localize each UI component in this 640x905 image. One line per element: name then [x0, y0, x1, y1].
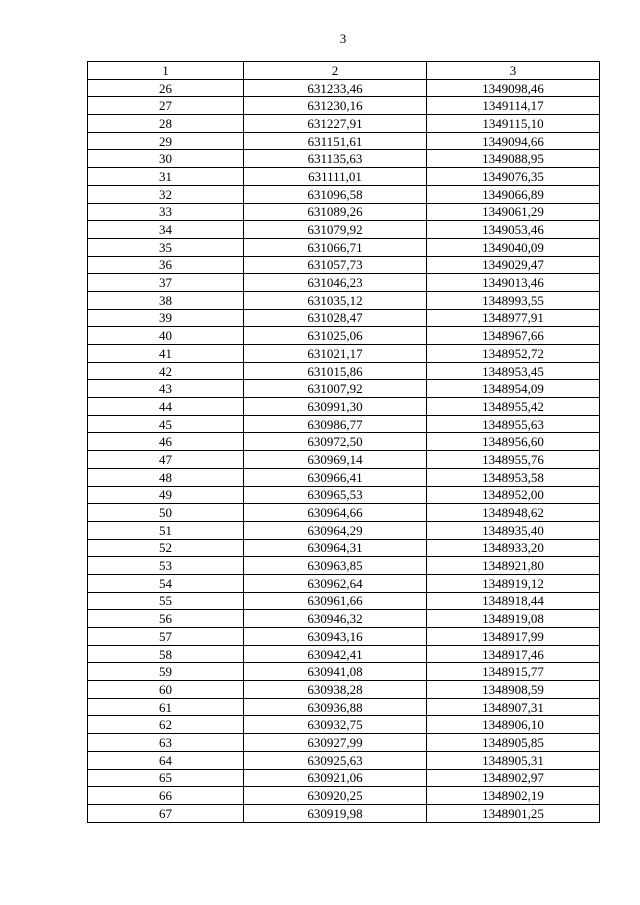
point-number-cell: 26 — [88, 79, 244, 97]
point-number-cell: 50 — [88, 504, 244, 522]
point-number-cell: 66 — [88, 787, 244, 805]
table-row — [88, 362, 600, 380]
table-row — [88, 645, 600, 663]
x-coordinate-cell: 630941,08 — [244, 663, 427, 681]
x-coordinate-cell: 630986,77 — [244, 415, 427, 433]
x-coordinate-cell: 631230,16 — [244, 97, 427, 115]
point-number-cell: 43 — [88, 380, 244, 398]
x-coordinate-cell: 631007,92 — [244, 380, 427, 398]
x-coordinate-cell: 631021,17 — [244, 345, 427, 363]
point-number-cell: 44 — [88, 398, 244, 416]
point-number-cell: 54 — [88, 574, 244, 592]
y-coordinate-cell: 1349098,46 — [427, 79, 600, 97]
table-row — [88, 150, 600, 168]
table-row — [88, 256, 600, 274]
table-row — [88, 345, 600, 363]
point-number-cell: 46 — [88, 433, 244, 451]
table-header-row — [88, 62, 600, 80]
x-coordinate-cell: 630972,50 — [244, 433, 427, 451]
x-coordinate-cell: 630991,30 — [244, 398, 427, 416]
x-coordinate-cell: 631089,26 — [244, 203, 427, 221]
y-coordinate-cell: 1349061,29 — [427, 203, 600, 221]
y-coordinate-cell: 1349115,10 — [427, 115, 600, 133]
y-coordinate-cell: 1348902,97 — [427, 769, 600, 787]
x-coordinate-cell: 631035,12 — [244, 291, 427, 309]
point-number-cell: 34 — [88, 221, 244, 239]
page-number: 3 — [339, 31, 347, 46]
y-coordinate-cell: 1348901,25 — [427, 804, 600, 822]
x-coordinate-cell: 630965,53 — [244, 486, 427, 504]
x-coordinate-cell: 630963,85 — [244, 557, 427, 575]
point-number-cell: 36 — [88, 256, 244, 274]
table-row — [88, 804, 600, 822]
column-header: 2 — [244, 62, 427, 80]
table-row — [88, 539, 600, 557]
point-number-cell: 45 — [88, 415, 244, 433]
y-coordinate-cell: 1349013,46 — [427, 274, 600, 292]
point-number-cell: 65 — [88, 769, 244, 787]
x-coordinate-cell: 631111,01 — [244, 168, 427, 186]
y-coordinate-cell: 1348908,59 — [427, 681, 600, 699]
x-coordinate-cell: 630964,29 — [244, 521, 427, 539]
table-row — [88, 238, 600, 256]
x-coordinate-cell: 630927,99 — [244, 734, 427, 752]
point-number-cell: 55 — [88, 592, 244, 610]
x-coordinate-cell: 631015,86 — [244, 362, 427, 380]
y-coordinate-cell: 1349088,95 — [427, 150, 600, 168]
y-coordinate-cell: 1348977,91 — [427, 309, 600, 327]
table-row — [88, 716, 600, 734]
y-coordinate-cell: 1348954,09 — [427, 380, 600, 398]
y-coordinate-cell: 1348955,42 — [427, 398, 600, 416]
table-row — [88, 681, 600, 699]
y-coordinate-cell: 1349029,47 — [427, 256, 600, 274]
y-coordinate-cell: 1348917,46 — [427, 645, 600, 663]
x-coordinate-cell: 630932,75 — [244, 716, 427, 734]
table-row — [88, 787, 600, 805]
point-number-cell: 37 — [88, 274, 244, 292]
x-coordinate-cell: 631135,63 — [244, 150, 427, 168]
table-row — [88, 574, 600, 592]
x-coordinate-cell: 630962,64 — [244, 574, 427, 592]
point-number-cell: 52 — [88, 539, 244, 557]
point-number-cell: 53 — [88, 557, 244, 575]
y-coordinate-cell: 1348952,72 — [427, 345, 600, 363]
table-row — [88, 663, 600, 681]
table-row — [88, 734, 600, 752]
table-row — [88, 132, 600, 150]
table-row — [88, 398, 600, 416]
y-coordinate-cell: 1348948,62 — [427, 504, 600, 522]
y-coordinate-cell: 1348967,66 — [427, 327, 600, 345]
x-coordinate-cell: 630921,06 — [244, 769, 427, 787]
x-coordinate-cell: 631233,46 — [244, 79, 427, 97]
y-coordinate-cell: 1348993,55 — [427, 291, 600, 309]
table-row — [88, 557, 600, 575]
table-row — [88, 309, 600, 327]
x-coordinate-cell: 631079,92 — [244, 221, 427, 239]
y-coordinate-cell: 1349040,09 — [427, 238, 600, 256]
y-coordinate-cell: 1349076,35 — [427, 168, 600, 186]
table-row — [88, 451, 600, 469]
y-coordinate-cell: 1348953,45 — [427, 362, 600, 380]
x-coordinate-cell: 631066,71 — [244, 238, 427, 256]
y-coordinate-cell: 1348919,08 — [427, 610, 600, 628]
x-coordinate-cell: 630966,41 — [244, 468, 427, 486]
x-coordinate-cell: 631227,91 — [244, 115, 427, 133]
table-row — [88, 769, 600, 787]
x-coordinate-cell: 630969,14 — [244, 451, 427, 469]
table-row — [88, 521, 600, 539]
y-coordinate-cell: 1348905,85 — [427, 734, 600, 752]
x-coordinate-cell: 630920,25 — [244, 787, 427, 805]
y-coordinate-cell: 1348933,20 — [427, 539, 600, 557]
table-row — [88, 185, 600, 203]
point-number-cell: 41 — [88, 345, 244, 363]
table-row — [88, 380, 600, 398]
y-coordinate-cell: 1348917,99 — [427, 628, 600, 646]
y-coordinate-cell: 1349066,89 — [427, 185, 600, 203]
point-number-cell: 47 — [88, 451, 244, 469]
x-coordinate-cell: 630943,16 — [244, 628, 427, 646]
y-coordinate-cell: 1348921,80 — [427, 557, 600, 575]
point-number-cell: 60 — [88, 681, 244, 699]
x-coordinate-cell: 631151,61 — [244, 132, 427, 150]
point-number-cell: 33 — [88, 203, 244, 221]
x-coordinate-cell: 630925,63 — [244, 751, 427, 769]
y-coordinate-cell: 1348955,63 — [427, 415, 600, 433]
table-row — [88, 415, 600, 433]
point-number-cell: 64 — [88, 751, 244, 769]
table-row — [88, 327, 600, 345]
table-row — [88, 468, 600, 486]
point-number-cell: 29 — [88, 132, 244, 150]
table-row — [88, 486, 600, 504]
table-row — [88, 221, 600, 239]
x-coordinate-cell: 630919,98 — [244, 804, 427, 822]
y-coordinate-cell: 1348956,60 — [427, 433, 600, 451]
x-coordinate-cell: 631096,58 — [244, 185, 427, 203]
point-number-cell: 67 — [88, 804, 244, 822]
table-row — [88, 628, 600, 646]
x-coordinate-cell: 631046,23 — [244, 274, 427, 292]
point-number-cell: 27 — [88, 97, 244, 115]
point-number-cell: 63 — [88, 734, 244, 752]
point-number-cell: 49 — [88, 486, 244, 504]
y-coordinate-cell: 1349114,17 — [427, 97, 600, 115]
table-row — [88, 97, 600, 115]
x-coordinate-cell: 631028,47 — [244, 309, 427, 327]
point-number-cell: 57 — [88, 628, 244, 646]
point-number-cell: 39 — [88, 309, 244, 327]
table-row — [88, 433, 600, 451]
y-coordinate-cell: 1348918,44 — [427, 592, 600, 610]
y-coordinate-cell: 1348905,31 — [427, 751, 600, 769]
table-row — [88, 115, 600, 133]
y-coordinate-cell: 1348952,00 — [427, 486, 600, 504]
y-coordinate-cell: 1348902,19 — [427, 787, 600, 805]
x-coordinate-cell: 630964,31 — [244, 539, 427, 557]
point-number-cell: 30 — [88, 150, 244, 168]
table-row — [88, 504, 600, 522]
table-row — [88, 79, 600, 97]
point-number-cell: 51 — [88, 521, 244, 539]
point-number-cell: 62 — [88, 716, 244, 734]
x-coordinate-cell: 631025,06 — [244, 327, 427, 345]
x-coordinate-cell: 631057,73 — [244, 256, 427, 274]
point-number-cell: 35 — [88, 238, 244, 256]
point-number-cell: 40 — [88, 327, 244, 345]
x-coordinate-cell: 630946,32 — [244, 610, 427, 628]
table-row — [88, 751, 600, 769]
column-header: 3 — [427, 62, 600, 80]
point-number-cell: 38 — [88, 291, 244, 309]
x-coordinate-cell: 630961,66 — [244, 592, 427, 610]
y-coordinate-cell: 1348906,10 — [427, 716, 600, 734]
table-row — [88, 698, 600, 716]
x-coordinate-cell: 630964,66 — [244, 504, 427, 522]
y-coordinate-cell: 1349094,66 — [427, 132, 600, 150]
coordinates-table — [87, 61, 600, 823]
point-number-cell: 28 — [88, 115, 244, 133]
y-coordinate-cell: 1348953,58 — [427, 468, 600, 486]
point-number-cell: 56 — [88, 610, 244, 628]
table-row — [88, 592, 600, 610]
point-number-cell: 42 — [88, 362, 244, 380]
y-coordinate-cell: 1349053,46 — [427, 221, 600, 239]
column-header: 1 — [88, 62, 244, 80]
y-coordinate-cell: 1348907,31 — [427, 698, 600, 716]
point-number-cell: 32 — [88, 185, 244, 203]
y-coordinate-cell: 1348915,77 — [427, 663, 600, 681]
coordinates-table-body — [88, 62, 600, 823]
point-number-cell: 58 — [88, 645, 244, 663]
point-number-cell: 48 — [88, 468, 244, 486]
table-row — [88, 610, 600, 628]
y-coordinate-cell: 1348935,40 — [427, 521, 600, 539]
table-row — [88, 168, 600, 186]
point-number-cell: 61 — [88, 698, 244, 716]
point-number-cell: 31 — [88, 168, 244, 186]
x-coordinate-cell: 630936,88 — [244, 698, 427, 716]
y-coordinate-cell: 1348955,76 — [427, 451, 600, 469]
x-coordinate-cell: 630942,41 — [244, 645, 427, 663]
x-coordinate-cell: 630938,28 — [244, 681, 427, 699]
table-row — [88, 291, 600, 309]
y-coordinate-cell: 1348919,12 — [427, 574, 600, 592]
point-number-cell: 59 — [88, 663, 244, 681]
table-row — [88, 203, 600, 221]
table-row — [88, 274, 600, 292]
